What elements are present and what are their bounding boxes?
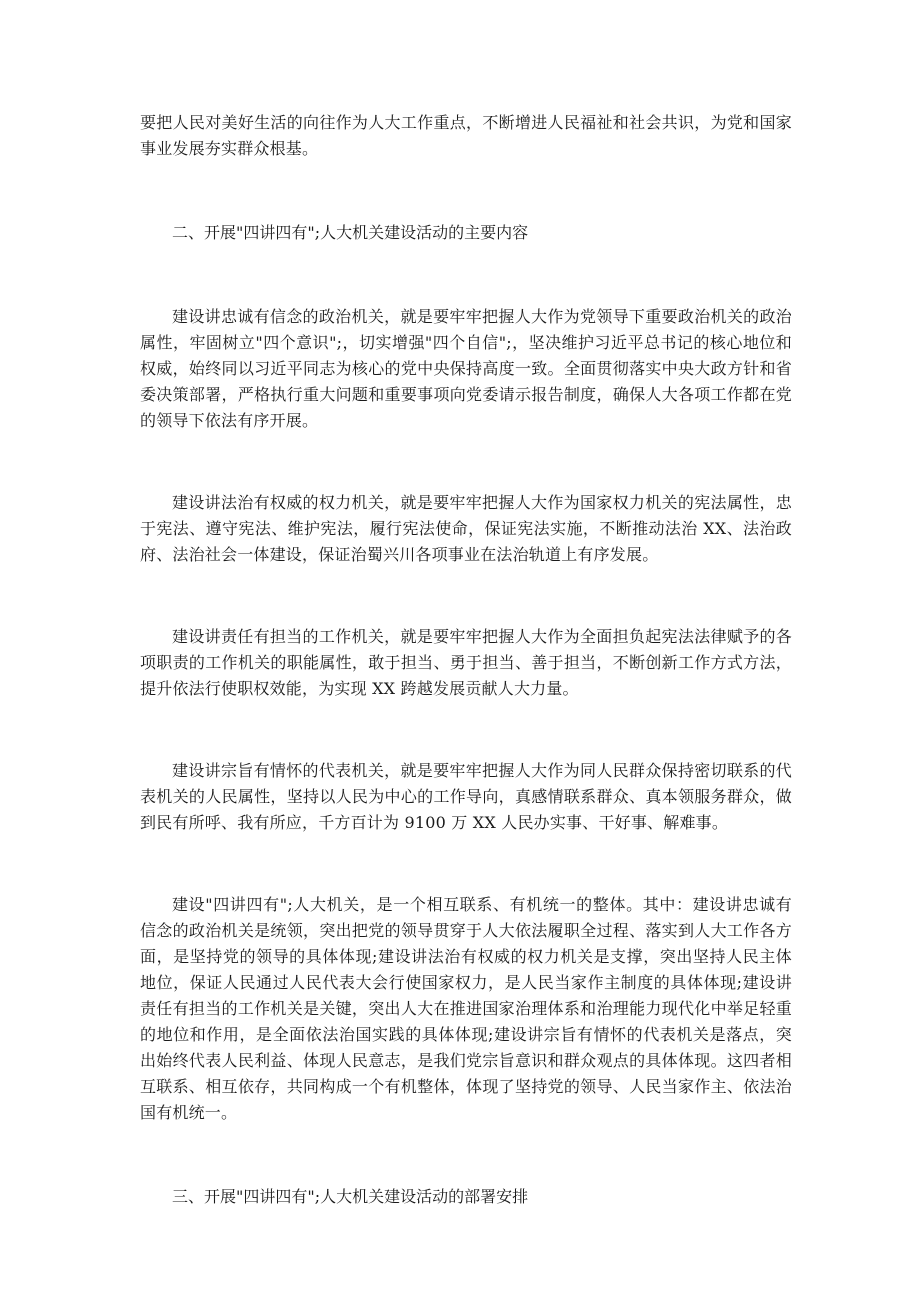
intro-paragraph: 要把人民对美好生活的向往作为人大工作重点，不断增进人民福祉和社会共识，为党和国家事业发展夯实群众根基。 (140, 113, 792, 158)
spacer (140, 1126, 792, 1184)
section-3-heading: 三、开展"四讲四有";人大机关建设活动的部署安排 (172, 1187, 529, 1206)
document-body (140, 110, 792, 1210)
paragraph-representative-organ: 建设讲宗旨有情怀的代表机关，就是要牢牢把握人大作为同人民群众保持密切联系的代表机关的人民属性，坚持以人民为中心的工作导向，真感情联系群众、真本领服务群众，做到民有所呼、我有所应，千方百计为 9100 万 XX 人民办实事、干好事、解难事。 (140, 761, 792, 832)
spacer (140, 162, 792, 220)
paragraph-work-organ: 建设讲责任有担当的工作机关，就是要牢牢把握人大作为全面担负起宪法法律赋予的各项职责的工作机关的职能属性，敢于担当、勇于担当、善于担当，不断创新工作方式方法，提升依法行使职权效能，为实现 XX 跨越发展贡献人大力量。 (140, 627, 792, 698)
spacer (140, 836, 792, 892)
paragraph-political-organ: 建设讲忠诚有信念的政治机关，就是要牢牢把握人大作为党领导下重要政治机关的政治属性，牢固树立"四个意识";，切实增强"四个自信";，坚决维护习近平总书记的核心地位和权威，始终同以习近平同志为核心的党中央保持高度一致。全面贯彻落实中央大政方针和省委决策部署，严格执行重大问题和重要事项向党委请示报告制度，确保人大各项工作都在党的领导下依法有序开展。 (140, 307, 792, 430)
spacer (140, 246, 792, 304)
section-2-heading: 二、开展"四讲四有";人大机关建设活动的主要内容 (172, 223, 529, 242)
spacer (140, 434, 792, 490)
paragraph-summary: 建设"四讲四有";人大机关，是一个相互联系、有机统一的整体。其中：建设讲忠诚有信念的政治机关是统领，突出把党的领导贯穿于人大依法履职全过程、落实到人大工作各方面，是坚持党的领导的具体体现;建设讲法治有权威的权力机关是支撑，突出坚持人民主体地位，保证人民通过人民代表大会行使国家权力，是人民当家作主制度的具体体现;建设讲责任有担当的工作机关是关键，突出人大在推进国家治理体系和治理能力现代化中举足轻重的地位和作用，是全面依法治国实践的具体体现;建设讲宗旨有情怀的代表机关是落点，突出始终代表人民利益、体现人民意志，是我们党宗旨意识和群众观点的具体体现。这四者相互联系、相互依存，共同构成一个有机整体，体现了坚持党的领导、人民当家作主、依法治国有机统一。 (140, 895, 792, 1122)
spacer (140, 702, 792, 758)
spacer (140, 568, 792, 624)
paragraph-power-organ: 建设讲法治有权威的权力机关，就是要牢牢把握人大作为国家权力机关的宪法属性，忠于宪法、遵守宪法、维护宪法，履行宪法使命，保证宪法实施，不断推动法治 XX、法治政府、法治社会一体建设，保证治蜀兴川各项事业在法治轨道上有序发展。 (140, 493, 792, 564)
